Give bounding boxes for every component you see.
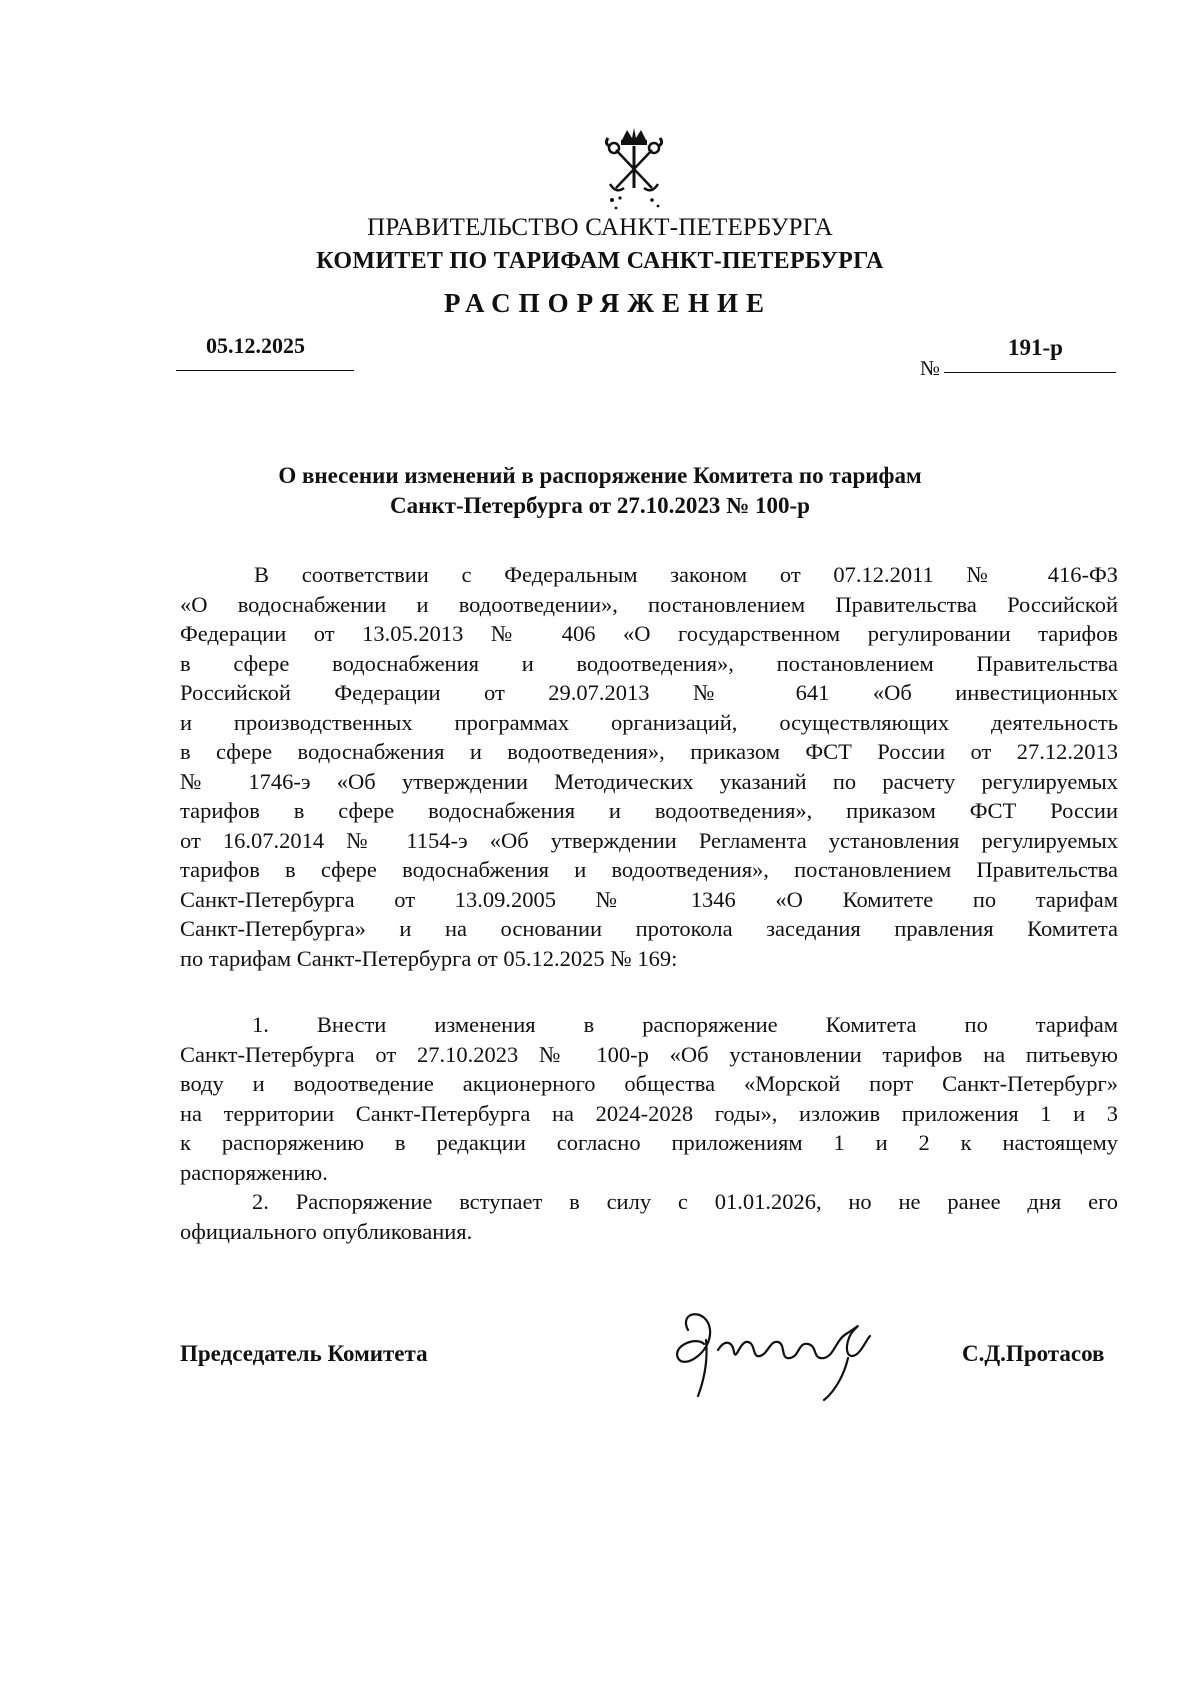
text-line: воду и водоотведение акционерного общества «Морской порт Санкт-Петербург»	[180, 1071, 1118, 1096]
preamble-paragraph	[180, 560, 1118, 973]
number-sign: №	[920, 356, 941, 380]
text-line: Санкт-Петербурга от 27.10.2023 № 100-р «Об установлении тарифов на питьевую	[180, 1041, 1118, 1067]
date-underline	[176, 370, 354, 371]
government-name: ПРАВИТЕЛЬСТВО САНКТ-ПЕТЕРБУРГА	[367, 214, 833, 241]
text-line: официального опубликования.	[180, 1218, 473, 1244]
text-line: 2. Распоряжение вступает в силу с 01.01.2026, но не ранее дня его	[252, 1189, 1118, 1214]
text-line: и производственных программах организаций, осуществляющих деятельность	[180, 709, 1118, 735]
text-line: от 16.07.2014 № 1154-э «Об утверждении Регламента установления регулируемых	[180, 827, 1118, 853]
title-line: О внесении изменений в распоряжение Комитета по тарифам	[278, 463, 922, 488]
document-number: 191-р	[1008, 335, 1063, 360]
committee-name: КОМИТЕТ ПО ТАРИФАМ САНКТ-ПЕТЕРБУРГА	[316, 248, 884, 274]
document-title	[100, 461, 1100, 521]
items-section	[180, 1010, 1118, 1246]
text-line: Российской Федерации от 29.07.2013 № 641 «Об инвестиционных	[180, 680, 1118, 705]
text-line: в сфере водоснабжения и водоотведения», постановлением Правительства	[180, 650, 1118, 676]
text-line: «О водоснабжении и водоотведении», постановлением Правительства Российской	[180, 591, 1118, 617]
text-line: № 1746-э «Об утверждении Методических указаний по расчету регулируемых	[180, 768, 1118, 794]
text-line: В соответствии с Федеральным законом от 07.12.2011 № 416-ФЗ	[254, 562, 1118, 587]
text-line: в сфере водоснабжения и водоотведения», приказом ФСТ России от 27.12.2013	[180, 739, 1118, 764]
title-line: Санкт-Петербурга от 27.10.2023 № 100-р	[390, 493, 810, 518]
handwritten-signature-icon	[648, 1300, 908, 1410]
text-line: Санкт-Петербурга от 13.09.2005 № 1346 «О Комитете по тарифам	[180, 886, 1118, 912]
text-line: 1. Внести изменения в распоряжение Комитета по тарифам	[252, 1012, 1118, 1037]
text-line: распоряжению.	[180, 1159, 328, 1185]
text-line: по тарифам Санкт-Петербурга от 05.12.2025 № 169:	[180, 945, 678, 971]
text-line: тарифов в сфере водоснабжения и водоотведения», постановлением Правительства	[180, 857, 1118, 882]
text-line: к распоряжению в редакции согласно приложениям 1 и 2 к настоящему	[180, 1130, 1118, 1155]
signatory-name: С.Д.Протасов	[962, 1341, 1105, 1366]
text-line: Федерации от 13.05.2013 № 406 «О государственном регулировании тарифов	[180, 621, 1118, 646]
document-type: РАСПОРЯЖЕНИЕ	[443, 288, 773, 318]
text-line: Санкт-Петербурга» и на основании протокола заседания правления Комитета	[180, 916, 1118, 941]
document-date: 05.12.2025	[206, 333, 305, 358]
text-line: на территории Санкт-Петербурга на 2024-2028 годы», изложив приложения 1 и 3	[180, 1100, 1118, 1126]
coat-of-arms-icon	[594, 126, 674, 216]
signatory-position: Председатель Комитета	[180, 1341, 428, 1366]
number-underline	[944, 372, 1116, 373]
text-line: тарифов в сфере водоснабжения и водоотведения», приказом ФСТ России	[180, 798, 1118, 823]
